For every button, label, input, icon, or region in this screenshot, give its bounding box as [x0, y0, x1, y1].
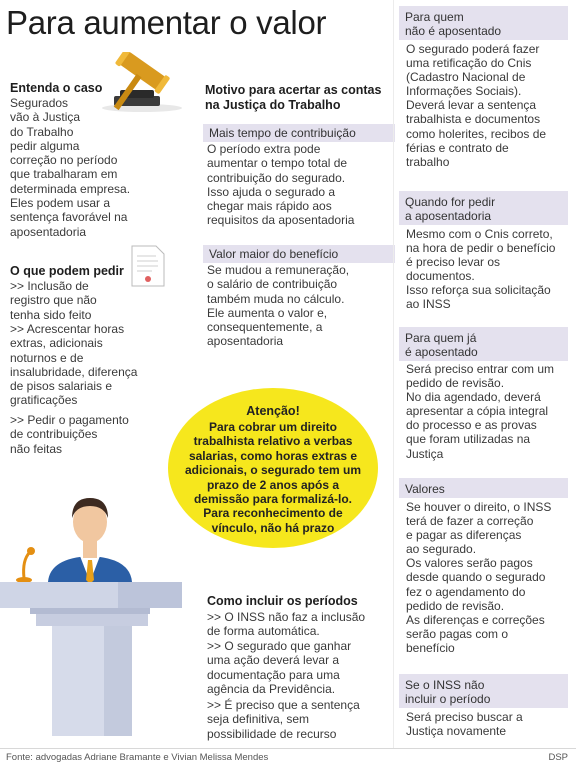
right-section-text: Será preciso entrar com um pedido de revisão. No dia agendado, deverá apresentar a cópia integral do processo e as provas que foram utilizadas na Justiça — [406, 362, 555, 461]
agency-credit: DSP — [548, 752, 568, 763]
section-text: O período extra pode aumentar o tempo total de contribuição do segurado. Isso ajuda o segurado a chegar mais rápido aos requisitos da aposentadoria — [207, 142, 355, 228]
section-label: Mais tempo de contribuição — [203, 124, 395, 142]
right-section-text: Se houver o direito, o INSS terá de fazer a correção e pagar as diferenças ao segurado. Os valores serão pagos desde quando o segurado fez o agendamento do pedido de revisão. As diferenças e correções serão pagas com o benefício — [406, 500, 552, 655]
footer-rule — [0, 748, 576, 749]
right-section-text: Mesmo com o Cnis correto, na hora de pedir o benefício é preciso levar os documentos. Isso reforça sua solicitação ao INSS — [406, 227, 556, 312]
case-heading: Entenda o caso — [10, 81, 103, 95]
requests-heading: O que podem pedir — [10, 264, 124, 278]
request-item: >> Pedir o pagamento de contribuições não feitas — [10, 413, 129, 456]
column-divider — [393, 0, 394, 748]
section-label: Valor maior do benefício — [203, 245, 395, 263]
right-section-text: Será preciso buscar a Justiça novamente — [406, 710, 523, 739]
section-text: Se mudou a remuneração, o salário de contribuição também muda no cálculo. Ele aumenta o valor e, consequentemente, a aposentadoria — [207, 263, 350, 349]
request-item: >> Inclusão de registro que não tenha sido feito — [10, 279, 97, 322]
speaker-podium-illustration — [0, 490, 200, 748]
right-section-text: O segurado poderá fazer uma retificação do Cnis (Cadastro Nacional de Informações Sociais). Deverá levar a sentença trabalhista e documentos como holerites, recibos de férias e contrato de trabalho — [406, 42, 547, 169]
right-section-label: Valores — [399, 478, 568, 498]
right-section-label: Para quem já é aposentado — [399, 327, 568, 361]
case-text: Segurados vão à Justiça do Trabalho pedir alguma correção no período que trabalharam em determinada empresa. Eles podem usar a sentença favorável na aposentadoria — [10, 96, 131, 239]
right-section-label: Quando for pedir a aposentadoria — [399, 191, 568, 225]
attention-text: Para cobrar um direito trabalhista relativo a verbas salarias, como horas extras e adicionais, o segurado tem um prazo de 2 anos após a demissão para formalizá-lo. Para reconhecimento de vínculo, não há prazo — [184, 420, 362, 535]
include-heading: Como incluir os períodos — [207, 594, 358, 608]
right-section-label: Para quem não é aposentado — [399, 6, 568, 40]
source-credit: Fonte: advogadas Adriane Bramante e Vivian Melissa Mendes — [6, 752, 269, 763]
include-item: >> O INSS não faz a inclusão de forma automática. — [207, 610, 366, 639]
include-item: >> É preciso que a sentença seja definitiva, sem possibilidade de recurso — [207, 698, 360, 741]
page-title: Para aumentar o valor — [6, 4, 327, 41]
attention-title: Atenção! — [246, 404, 300, 418]
motive-heading: Motivo para acertar as contas na Justiça do Trabalho — [205, 83, 382, 112]
right-section-label: Se o INSS não incluir o período — [399, 674, 568, 708]
include-item: >> O segurado que ganhar uma ação deverá levar a documentação para uma agência da Previdência. — [207, 639, 352, 696]
request-item: >> Acrescentar horas extras, adicionais noturnos e de insalubridade, diferença de pisos salariais e gratificações — [10, 322, 138, 408]
